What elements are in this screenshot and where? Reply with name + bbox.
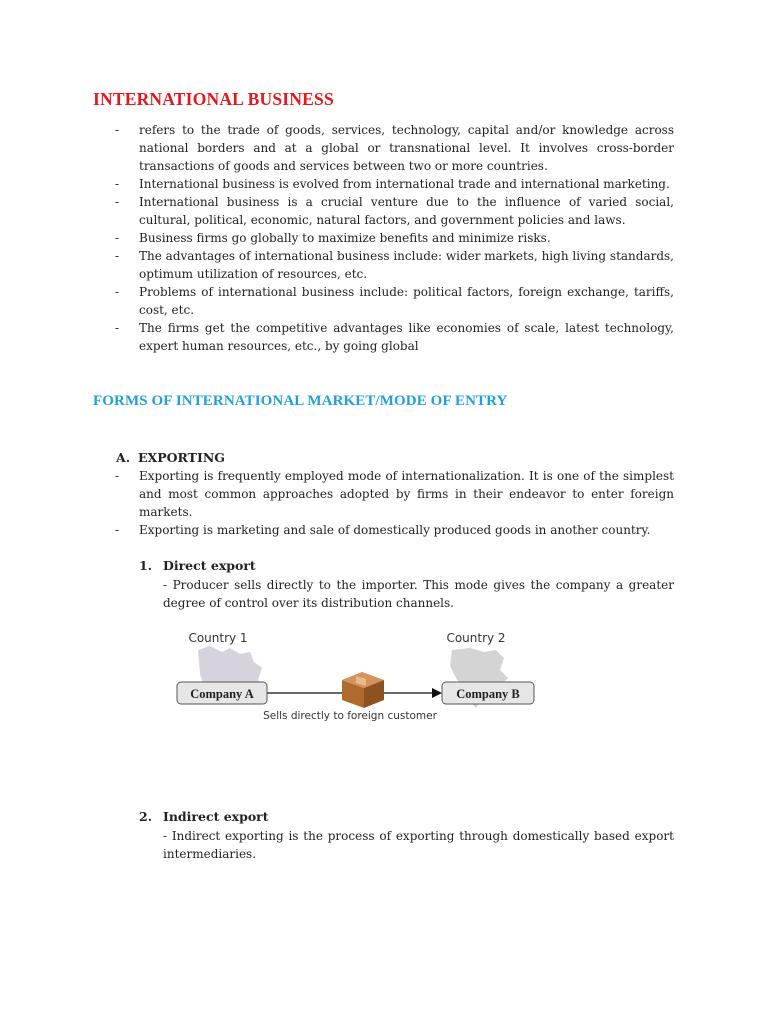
bullet-dash: - bbox=[115, 249, 120, 263]
intro-bullet-list bbox=[93, 121, 674, 355]
bullet-text: Problems of international business include: political factors, foreign exchange, tariffs, cost, etc. bbox=[139, 285, 674, 317]
section-marker: A. bbox=[116, 450, 131, 465]
package-box-icon bbox=[342, 672, 384, 708]
section-title: EXPORTING bbox=[138, 450, 225, 465]
bullet-text: International business is a crucial venture due to the influence of varied social, cultural, political, economic, natural factors, and government policies and laws. bbox=[139, 195, 674, 227]
list-item bbox=[93, 283, 674, 319]
item-1-heading bbox=[139, 558, 256, 573]
bullet-dash: - bbox=[115, 195, 120, 209]
bullet-dash: - bbox=[115, 285, 120, 299]
item-title: Direct export bbox=[163, 558, 256, 573]
bullet-dash: - bbox=[115, 469, 120, 483]
bullet-text: International business is evolved from international trade and international marketing. bbox=[139, 177, 670, 191]
bullet-dash: - bbox=[115, 321, 120, 335]
item-2-text: - Indirect exporting is the process of exporting through domestically based export intermediaries. bbox=[163, 829, 674, 861]
heading-forms-of-entry: FORMS OF INTERNATIONAL MARKET/MODE OF ENTRY bbox=[93, 393, 508, 409]
list-item bbox=[93, 247, 674, 283]
bullet-text: The firms get the competitive advantages like economies of scale, latest technology, expert human resources, etc., by going global bbox=[139, 321, 674, 353]
section-a-heading bbox=[116, 450, 225, 465]
list-item bbox=[93, 319, 674, 355]
list-item bbox=[93, 467, 674, 521]
bullet-dash: - bbox=[115, 123, 120, 137]
bullet-text: Business firms go globally to maximize benefits and minimize risks. bbox=[139, 231, 551, 245]
list-item bbox=[93, 193, 674, 229]
bullet-text: refers to the trade of goods, services, technology, capital and/or knowledge across national borders and at a global or transnational level. It involves cross-border transactions of goods and services between two or more countries. bbox=[139, 123, 674, 173]
item-2-heading bbox=[139, 809, 269, 824]
arrow-head bbox=[432, 688, 442, 698]
list-item bbox=[93, 521, 674, 539]
bullet-dash: - bbox=[115, 231, 120, 245]
direct-export-diagram bbox=[170, 624, 540, 724]
item-marker: 2. bbox=[139, 809, 153, 824]
list-item bbox=[93, 229, 674, 247]
heading-international-business: INTERNATIONAL BUSINESS bbox=[93, 89, 334, 109]
item-1-text: - Producer sells directly to the importer. This mode gives the company a greater degree of control over its distribution channels. bbox=[163, 578, 674, 610]
bullet-text: The advantages of international business include: wider markets, high living standards, optimum utilization of resources, etc. bbox=[139, 249, 674, 281]
diagram-caption: Sells directly to foreign customer bbox=[263, 710, 437, 722]
item-title: Indirect export bbox=[163, 809, 269, 824]
bullet-text: Exporting is frequently employed mode of internationalization. It is one of the simplest and most common approaches adopted by firms in their endeavor to enter foreign markets. bbox=[139, 469, 674, 519]
bullet-dash: - bbox=[115, 177, 120, 191]
bullet-text: Exporting is marketing and sale of domestically produced goods in another country. bbox=[139, 523, 651, 537]
company-a-label: Company A bbox=[190, 687, 254, 701]
bullet-dash: - bbox=[115, 523, 120, 537]
company-b-label: Company B bbox=[456, 687, 520, 701]
list-item bbox=[93, 121, 674, 175]
country-1-label: Country 1 bbox=[188, 631, 248, 645]
item-marker: 1. bbox=[139, 558, 153, 573]
exporting-bullet-list bbox=[93, 467, 674, 539]
country-2-label: Country 2 bbox=[446, 631, 506, 645]
list-item bbox=[93, 175, 674, 193]
